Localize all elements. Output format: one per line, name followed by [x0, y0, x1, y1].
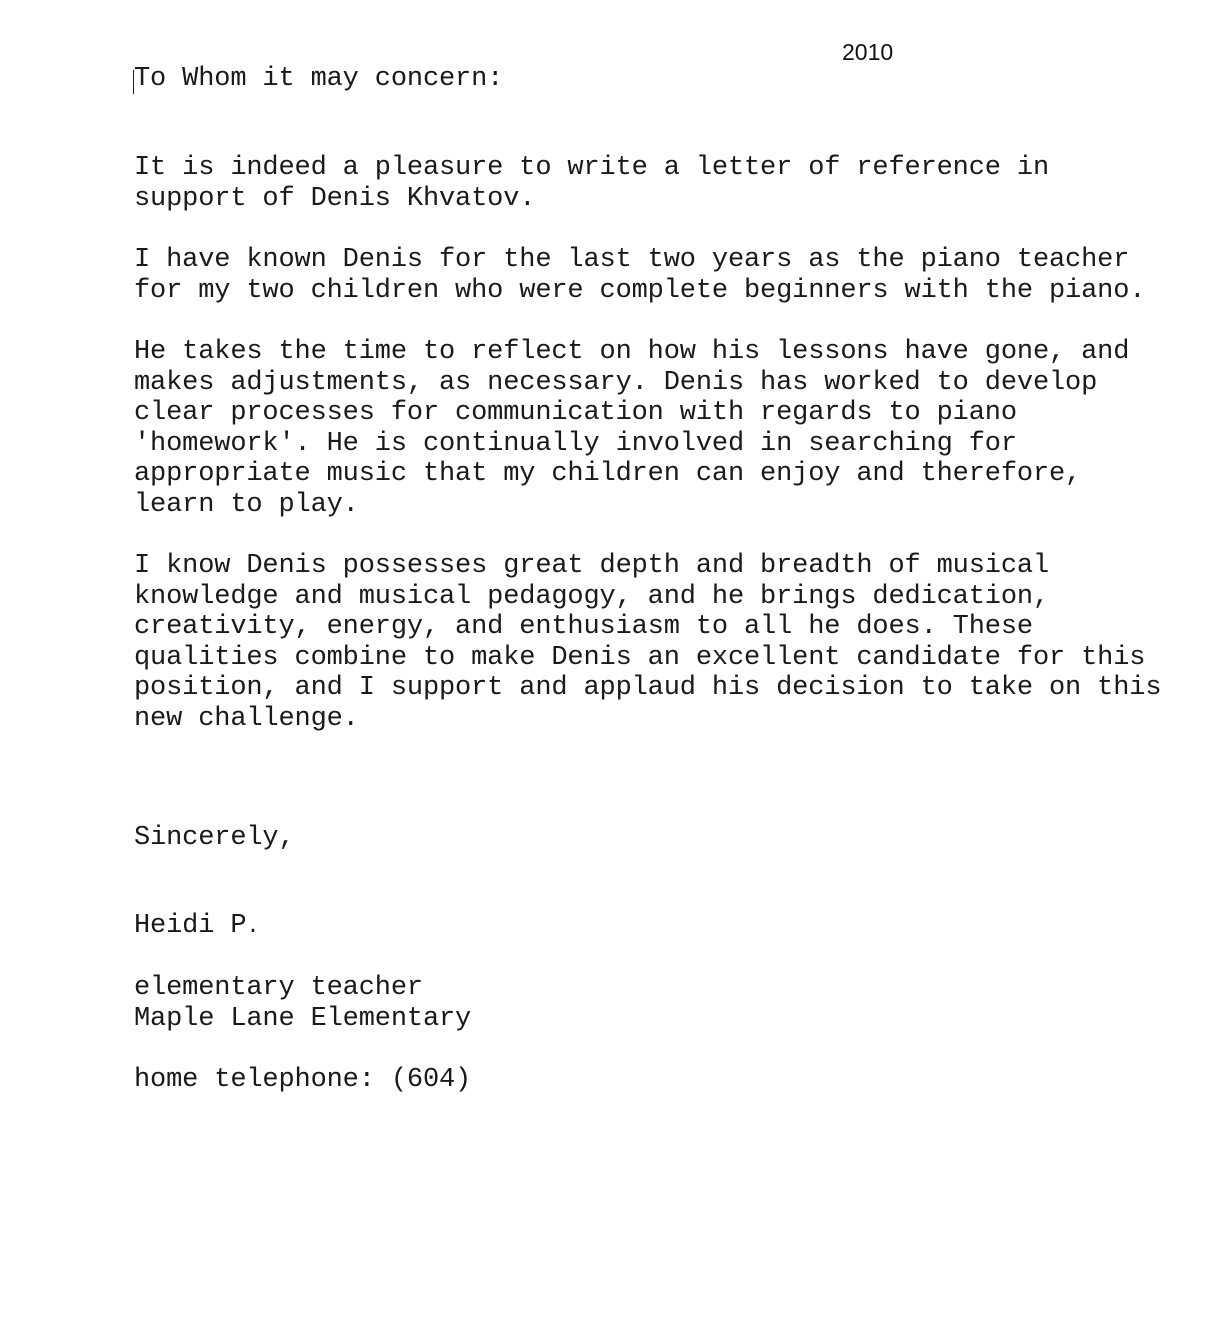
paragraph-line: creativity, energy, and enthusiasm to all he does. These — [134, 612, 1033, 642]
author-school: Maple Lane Elementary — [134, 1003, 472, 1034]
paragraph-line: support of Denis Khvatov. — [134, 183, 536, 214]
paragraph-3 — [134, 337, 1129, 520]
paragraph-4 — [134, 551, 1161, 734]
paragraph-line: clear processes for communication with regards to piano — [134, 398, 1017, 428]
paragraph-1 — [134, 153, 1049, 214]
salutation-line: To Whom it may concern: — [134, 64, 504, 94]
paragraph-line: position, and I support and applaud his decision to take on this — [134, 673, 1162, 703]
paragraph-line: 'homework'. He is continually involved in searching for — [134, 428, 1017, 459]
paragraph-line: new challenge. — [134, 703, 359, 734]
signature-block — [134, 911, 259, 942]
paragraph-line: knowledge and musical pedagogy, and he brings dedication, — [134, 581, 1050, 612]
signature-name — [134, 911, 259, 942]
signature-name-text: Heidi P — [134, 911, 247, 941]
closing-line: Sincerely, — [134, 823, 295, 853]
paragraph-line: makes adjustments, as necessary. Denis has worked to develop — [134, 367, 1098, 398]
text-cursor — [133, 70, 134, 94]
paragraph-line: qualities combine to make Denis an excellent candidate for this — [134, 642, 1146, 673]
paragraph-line: for my two children who were complete beginners with the piano. — [134, 275, 1146, 306]
closing — [134, 823, 295, 854]
paragraph-line: appropriate music that my children can enjoy and therefore, — [134, 459, 1082, 489]
paragraph-line: I have known Denis for the last two years as the piano teacher — [134, 245, 1130, 275]
paragraph-2 — [134, 245, 1145, 306]
paragraph-line: I know Denis possesses great depth and breadth of musical — [134, 551, 1050, 581]
salutation — [134, 64, 503, 95]
home-telephone: home telephone: (604) — [134, 1065, 472, 1095]
paragraph-line: learn to play. — [134, 489, 359, 520]
phone-block — [134, 1065, 471, 1096]
paragraph-line: It is indeed a pleasure to write a letter of reference in — [134, 153, 1050, 183]
letter-date: 2010 — [842, 39, 894, 65]
paragraph-line: He takes the time to reflect on how his lessons have gone, and — [134, 337, 1130, 367]
author-title-block — [134, 973, 471, 1034]
author-title: elementary teacher — [134, 973, 423, 1003]
signature-initial-dot: . — [246, 914, 260, 939]
